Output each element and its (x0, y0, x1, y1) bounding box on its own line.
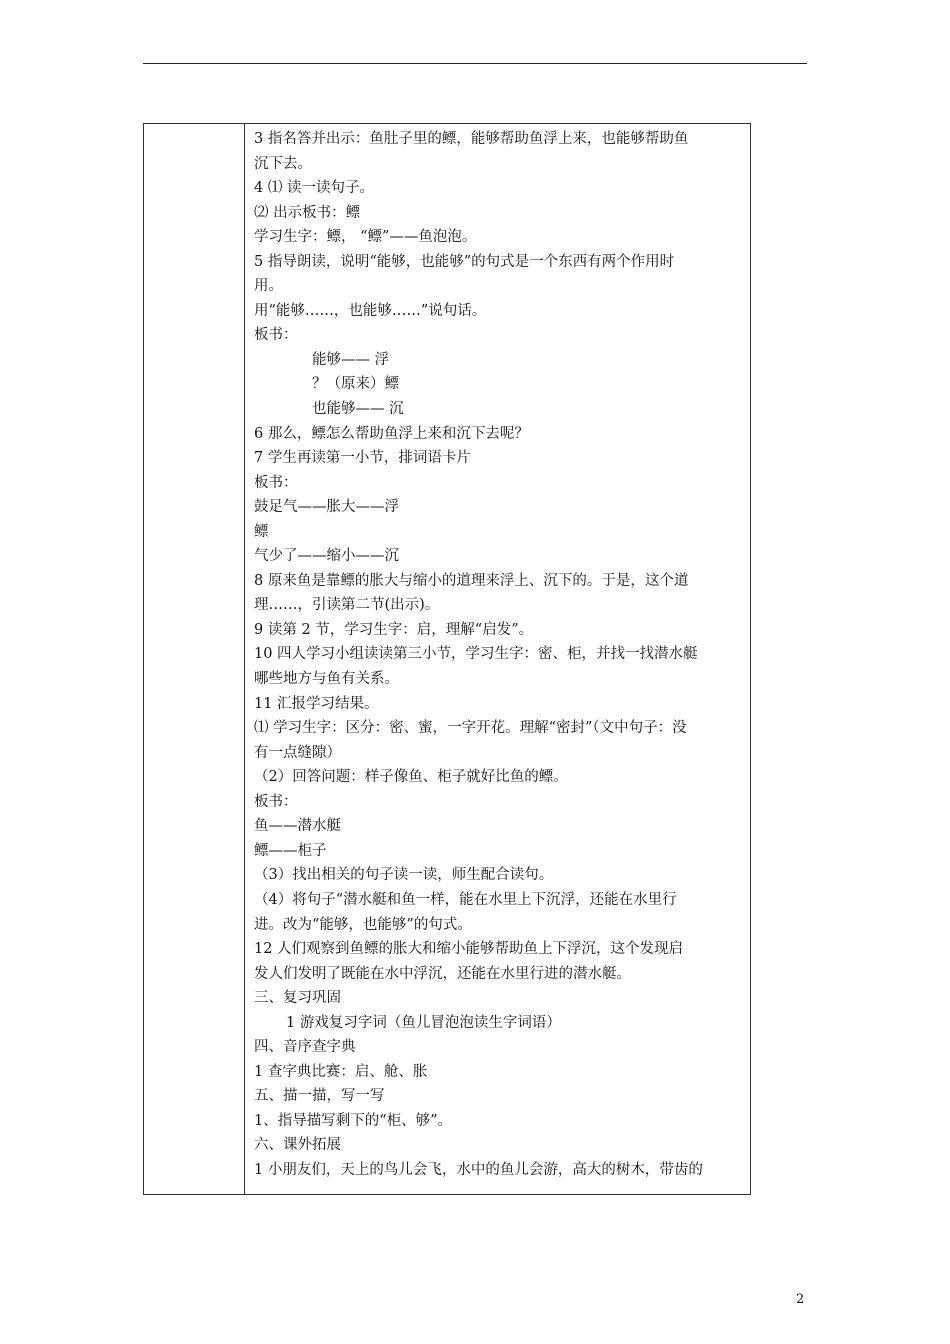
text-line: 鳔——柜子 (254, 842, 327, 859)
column-divider (244, 124, 245, 1194)
text-line: 1 小朋友们，天上的鸟儿会飞，水中的鱼儿会游，高大的树木，带齿的 (254, 1161, 703, 1178)
text-line: ⑵ 出示板书：鳔 (254, 204, 361, 221)
text-line: 1 游戏复习字词（鱼儿冒泡泡读生字词语） (286, 1014, 561, 1031)
text-line: 发人们发明了既能在水中浮沉，还能在水里行进的潜水艇。 (254, 965, 631, 982)
text-line: 鼓足气——胀大——浮 (254, 499, 399, 516)
text-line: 10 四人学习小组读读第三小节，学习生字：密、柜，并找一找潜水艇 (254, 646, 698, 663)
header-rule (143, 63, 807, 64)
text-line: 哪些地方与鱼有关系。 (254, 671, 399, 688)
text-line: 5 指导朗读，说明“能够，也能够”的句式是一个东西有两个作用时 (254, 253, 675, 270)
text-line: 6 那么，鳔怎么帮助鱼浮上来和沉下去呢？ (254, 425, 529, 442)
text-line: （2）回答问题：样子像鱼、柜子就好比鱼的鳔。 (254, 769, 568, 786)
text-line: 9 读第 2 节，学习生字：启，理解“启发”。 (254, 621, 534, 638)
text-line: （3）找出相关的句子读一读，师生配合读句。 (254, 867, 554, 884)
text-line: 五、描一描，写一写 (254, 1088, 385, 1105)
text-line: 3 指名答并出示：鱼肚子里的鳔，能够帮助鱼浮上来，也能够帮助鱼 (254, 131, 689, 147)
text-line: 4 ⑴ 读一读句子。 (254, 180, 374, 197)
text-line: 板书： (254, 474, 298, 491)
text-line: 用。 (254, 278, 283, 295)
text-line: 理……，引读第二节(出示)。 (254, 597, 440, 614)
text-line: 12 人们观察到鱼鳔的胀大和缩小能够帮助鱼上下浮沉，这个发现启 (254, 941, 684, 958)
text-line: 四、音序查字典 (254, 1039, 356, 1056)
text-line: 用“能够……，也能够……”说句话。 (254, 302, 487, 319)
text-line: 板书： (254, 793, 298, 810)
page-number: 2 (796, 1292, 805, 1307)
text-line: 也能够—— 沉 (312, 401, 404, 418)
text-line: （4）将句子“潜水艇和鱼一样，能在水里上下沉浮，还能在水里行 (254, 891, 677, 908)
text-line: 沉下去。 (254, 155, 312, 172)
text-line: 板书： (254, 327, 298, 344)
text-line: 三、复习巩固 (254, 990, 341, 1007)
text-line: 学习生字：鳔， “鳔”——鱼泡泡。 (254, 229, 477, 246)
text-line: 11 汇报学习结果。 (254, 695, 379, 712)
text-line: 1 查字典比赛：启、舱、胀 (254, 1063, 428, 1080)
text-line: 8 原来鱼是靠鳔的胀大与缩小的道理来浮上、沉下的。于是，这个道 (254, 572, 689, 589)
text-line: 能够—— 浮 (312, 351, 390, 368)
text-line: 气少了——缩小——沉 (254, 548, 399, 565)
text-line: ⑴ 学习生字：区分：密、蜜，一字开花。理解“密封”（文中句子：没 (254, 720, 687, 737)
text-line: 7 学生再读第一小节，排词语卡片 (254, 450, 471, 467)
text-line: ？（原来）鳔 (312, 376, 399, 393)
text-line: 鳔 (254, 523, 269, 540)
text-line: 有一点缝隙） (254, 744, 341, 761)
text-line: 进。改为“能够，也能够”的句式。 (254, 916, 472, 933)
text-line: 六、课外拓展 (254, 1137, 341, 1154)
lesson-content (254, 127, 746, 1183)
text-line: 1、指导描写剩下的“柜、够”。 (254, 1112, 453, 1129)
text-line: 鱼——潜水艇 (254, 818, 341, 835)
